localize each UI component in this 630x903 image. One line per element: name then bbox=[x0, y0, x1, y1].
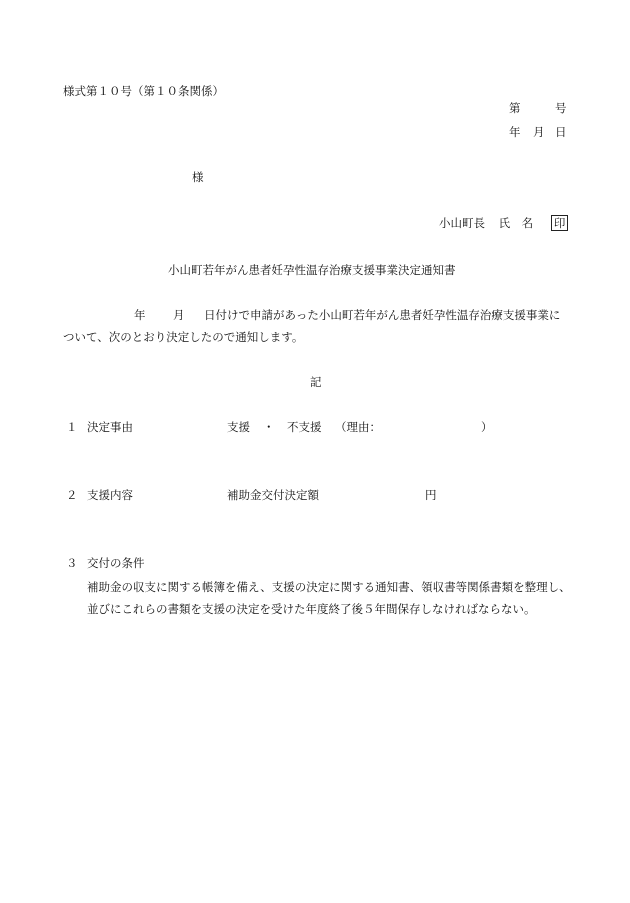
item-2-label: 支援内容 bbox=[87, 488, 133, 502]
item-3-line-2: 並びにこれらの書類を支援の決定を受けた年度終了後５年間保存しなければならない。 bbox=[87, 602, 536, 616]
item-1-number: １ bbox=[66, 420, 78, 434]
item-1-separator: ・ bbox=[263, 420, 275, 434]
body-year: 年 bbox=[134, 308, 146, 322]
seal-mark: 印 bbox=[551, 215, 569, 231]
recipient-honorific: 様 bbox=[192, 170, 204, 184]
item-1-reason-close: ） bbox=[481, 420, 493, 434]
item-2-number: ２ bbox=[66, 488, 78, 502]
item-1-option-nonsupport: 不支援 bbox=[287, 420, 322, 434]
body-month: 月 bbox=[173, 308, 185, 322]
item-1-label: 決定事由 bbox=[87, 420, 133, 434]
date-year: 年 bbox=[509, 125, 521, 139]
form-number: 様式第１０号（第１０条関係） bbox=[63, 84, 224, 98]
issuer-title: 小山町長 bbox=[439, 216, 485, 230]
item-3-line-1: 補助金の収支に関する帳簿を備え、支援の決定に関する通知書、領収書等関係書類を整理し、 bbox=[87, 580, 571, 594]
item-2-unit: 円 bbox=[425, 488, 437, 502]
item-2-value-label: 補助金交付決定額 bbox=[227, 488, 319, 502]
item-3-label: 交付の条件 bbox=[87, 556, 145, 570]
document-title: 小山町若年がん患者妊孕性温存治療支援事業決定通知書 bbox=[168, 263, 456, 277]
item-3-number: ３ bbox=[66, 556, 78, 570]
body-line1-text: 日付けで申請があった小山町若年がん患者妊孕性温存治療支援事業に bbox=[204, 308, 561, 322]
body-line2: ついて、次のとおり決定したので通知します。 bbox=[63, 330, 304, 344]
date-month: 月 bbox=[533, 125, 545, 139]
doc-number-suffix: 号 bbox=[555, 101, 567, 115]
issuer-block bbox=[439, 215, 568, 231]
doc-number-prefix: 第 bbox=[509, 101, 521, 115]
item-1-reason-open: （理由： bbox=[335, 420, 381, 434]
date-day: 日 bbox=[555, 125, 567, 139]
item-1-option-support: 支援 bbox=[227, 420, 250, 434]
ki-heading: 記 bbox=[310, 375, 322, 389]
issuer-name-label: 氏 名 bbox=[498, 216, 534, 230]
